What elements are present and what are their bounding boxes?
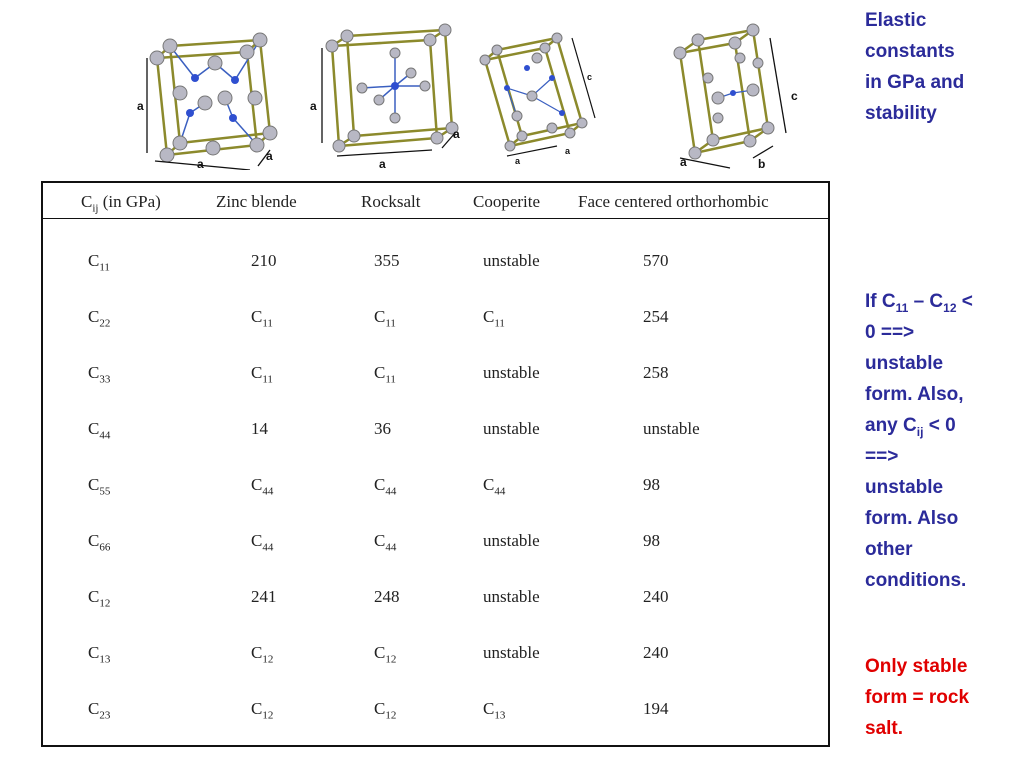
- svg-text:a: a: [379, 157, 386, 170]
- cell-cooperite: unstable: [483, 531, 540, 550]
- stability-conditions: If $C_{11} - C_{12}$ < 0 ==> unstable form. Also, any $C_{ij} < 0$ ==> unstable form. Also other conditions.: [865, 291, 973, 591]
- cell-zinc-blende: $C_{44}$: [251, 475, 274, 498]
- cell-rocksalt: $C_{11}$: [374, 307, 396, 330]
- row-label: $C_{55}$: [88, 475, 111, 498]
- svg-text:a: a: [197, 157, 204, 170]
- cell-cooperite: unstable: [483, 643, 540, 662]
- cell-cooperite: unstable: [483, 251, 540, 270]
- svg-text:a: a: [565, 146, 571, 156]
- cell-rocksalt: $C_{12}$: [374, 643, 397, 666]
- cell-fco: 98: [643, 475, 660, 494]
- cell-zinc-blende: $C_{12}$: [251, 643, 274, 666]
- svg-text:a: a: [137, 99, 144, 113]
- cell-cooperite: unstable: [483, 363, 540, 382]
- crystal-fco: [658, 18, 808, 170]
- row-label: $C_{11}$: [88, 251, 110, 274]
- cell-fco: unstable: [643, 419, 700, 438]
- svg-text:c: c: [791, 89, 798, 103]
- cell-cooperite: $C_{11}$: [483, 307, 505, 330]
- cell-zinc-blende: $C_{11}$: [251, 307, 273, 330]
- cell-fco: 240: [643, 587, 669, 606]
- row-label: $C_{33}$: [88, 363, 111, 386]
- row-label: $C_{22}$: [88, 307, 111, 330]
- cell-fco: 194: [643, 699, 669, 718]
- cell-fco: 570: [643, 251, 669, 270]
- crystal-rocksalt: [307, 18, 467, 170]
- header-zinc-blende: Zinc blende: [216, 192, 297, 211]
- row-label: $C_{23}$: [88, 699, 111, 722]
- crystal-cooperite: [477, 18, 607, 170]
- header-rocksalt: Rocksalt: [361, 192, 421, 211]
- cell-fco: 254: [643, 307, 669, 326]
- svg-text:a: a: [515, 156, 521, 166]
- cell-zinc-blende: $C_{44}$: [251, 531, 274, 554]
- conclusion-note: Only stable form = rock salt.: [865, 656, 970, 739]
- cell-rocksalt: 248: [374, 587, 400, 606]
- cell-zinc-blende: $C_{12}$: [251, 699, 274, 722]
- cell-zinc-blende: $C_{11}$: [251, 363, 273, 386]
- crystal-zinc-blende: [135, 18, 285, 170]
- elastic-constants-table: [41, 181, 830, 747]
- cell-rocksalt: $C_{12}$: [374, 699, 397, 722]
- header-cooperite: Cooperite: [473, 192, 541, 211]
- header-fco: Face centered orthorhombic: [578, 192, 769, 211]
- header-divider: [43, 218, 828, 219]
- cell-fco: 258: [643, 363, 669, 382]
- row-label: $C_{12}$: [88, 587, 111, 610]
- svg-text:b: b: [758, 157, 766, 170]
- row-label: $C_{44}$: [88, 419, 111, 442]
- svg-text:a: a: [680, 155, 687, 169]
- cell-fco: 240: [643, 643, 669, 662]
- cell-zinc-blende: 210: [251, 251, 277, 270]
- cell-cooperite: unstable: [483, 587, 540, 606]
- header-cij: $C_{ij}$ (in GPa): [81, 192, 161, 215]
- svg-text:a: a: [310, 99, 317, 113]
- cell-zinc-blende: 14: [251, 419, 268, 438]
- cell-rocksalt: 355: [374, 251, 400, 270]
- cell-rocksalt: $C_{11}$: [374, 363, 396, 386]
- cell-rocksalt: $C_{44}$: [374, 531, 397, 554]
- row-label: $C_{13}$: [88, 643, 111, 666]
- svg-text:c: c: [587, 72, 593, 82]
- sidebar-title: Elastic constants in GPa and stability: [865, 10, 965, 124]
- svg-text:a: a: [266, 149, 273, 163]
- cell-cooperite: $C_{13}$: [483, 699, 506, 722]
- cell-rocksalt: $C_{44}$: [374, 475, 397, 498]
- cell-cooperite: unstable: [483, 419, 540, 438]
- cell-cooperite: $C_{44}$: [483, 475, 506, 498]
- svg-text:a: a: [453, 127, 460, 141]
- cell-zinc-blende: 241: [251, 587, 277, 606]
- cell-fco: 98: [643, 531, 660, 550]
- row-label: $C_{66}$: [88, 531, 111, 554]
- cell-rocksalt: 36: [374, 419, 391, 438]
